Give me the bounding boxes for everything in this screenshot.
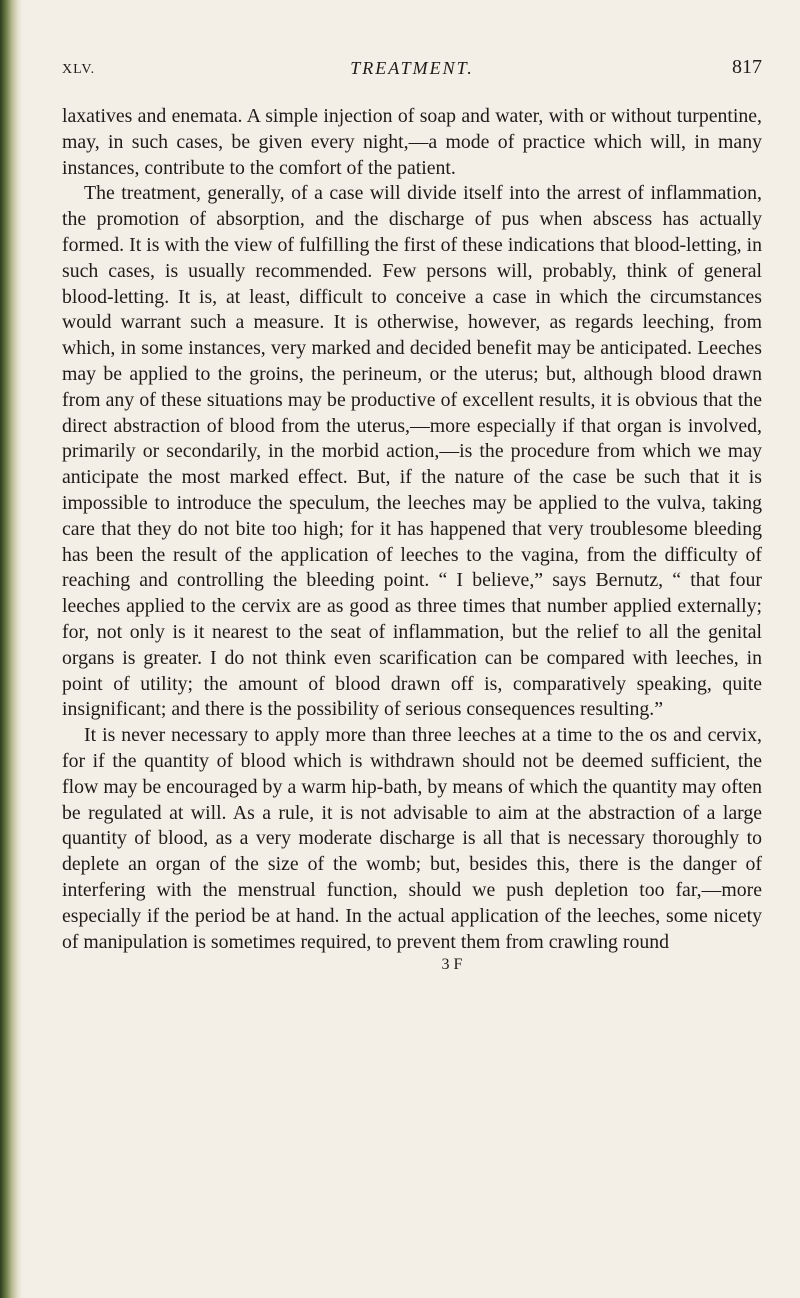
paragraph-leeches: It is never necessary to apply more than three leeches at a time to the os and cervix, for if the quantity of blood which is withdrawn should not be deemed sufficient, the flow may be encouraged by a warm hip-bath, by means of which the quantity may often be regulated at will. As a rule, it is not advisable to aim at the abstraction of a large quantity of blood, as a very moderate discharge is all that is necessary thoroughly to deplete an organ of the size of the womb; but, besides this, there is the danger of interfering with the menstrual function, should we push depletion too far,—more especially if the period be at hand. In the actual application of the leeches, some nicety of manipulation is sometimes required, to prevent them from crawling round (62, 724, 762, 953)
paragraph-continuation: laxatives and enemata. A simple injection of soap and water, with or without turpentine, may, in such cases, be given every night,—a mode of practice which will, in many instances, contribute to the comfort of the patient. (62, 105, 762, 179)
book-page (62, 56, 762, 975)
page-number: 817 (732, 56, 762, 78)
chapter-number: XLV. (62, 62, 96, 77)
signature-mark: 3 F (441, 956, 463, 974)
running-head (62, 56, 762, 86)
body-text (62, 104, 762, 955)
running-title: TREATMENT. (350, 58, 474, 78)
paragraph-treatment: The treatment, generally, of a case will divide itself into the arrest of inflammation, the promotion of absorption, and the discharge of pus when abscess has actually formed. It is with the view of fulfilling the first of these indications that blood-letting, in such cases, is usually recommended. Few persons will, probably, think of general blood-letting. It is, at least, difficult to conceive a case in which the circumstances would warrant such a measure. It is otherwise, however, as regards leeching, from which, in some instances, very marked and decided benefit may be anticipated. Leeches may be applied to the groins, the perineum, or the uterus; but, although blood drawn from any of these situations may be productive of excellent results, it is obvious that the direct abstraction of blood from the uterus,—more especially if that organ is involved, primarily or secondarily, in the morbid action,—is the procedure from which we may anticipate the most marked effect. But, if the nature of the case be such that it is impossible to introduce the speculum, the leeches may be applied to the vulva, taking care that they do not bite too high; for it has happened that very troublesome bleeding has been the result of the application of leeches to the vagina, from the difficulty of reaching and controlling the bleeding point. “ I believe,” says Bernutz, “ that four leeches applied to the cervix are as good as three times that number applied externally; for, not only is it nearest to the seat of inflammation, but the relief to all the genital organs is greater. I do not think even scarification can be compared with leeches, in point of utility; the amount of blood drawn off is, comparatively speaking, quite insignificant; and there is the possibility of serious consequences resulting.” (62, 182, 762, 721)
book-binding-edge (0, 0, 22, 1298)
